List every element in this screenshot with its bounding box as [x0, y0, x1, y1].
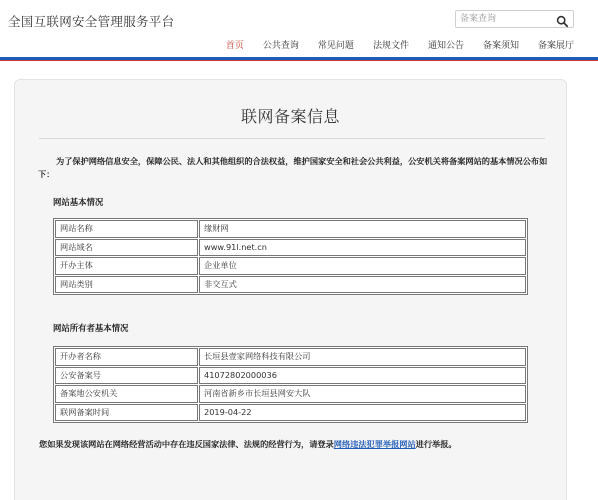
owner-info-table — [53, 346, 528, 423]
main-nav — [207, 38, 574, 51]
table-row — [55, 276, 526, 294]
title-divider — [39, 138, 545, 139]
row-value: 2019-04-22 — [199, 404, 526, 422]
row-value: www.91l.net.cn — [199, 239, 526, 257]
row-value: 长垣县壹家网络科技有限公司 — [199, 348, 526, 366]
report-site-link[interactable]: 网络违法犯罪举报网站 — [333, 439, 416, 449]
section-title-basic: 网站基本情况 — [53, 197, 104, 207]
report-notice — [39, 439, 559, 450]
report-notice-suffix: 进行举报。 — [415, 439, 457, 449]
row-key: 联网备案时间 — [55, 404, 198, 422]
section-title-owner: 网站所有者基本情况 — [53, 323, 129, 333]
row-key: 公安备案号 — [55, 367, 198, 385]
row-value: 缘财网 — [199, 220, 526, 238]
row-key: 开办者名称 — [55, 348, 198, 366]
row-value: 河南省新乡市长垣县网安大队 — [199, 385, 526, 403]
row-value: 非交互式 — [199, 276, 526, 294]
nav-item-filing-guide[interactable]: 备案须知 — [482, 41, 519, 51]
row-key: 备案地公安机关 — [55, 385, 198, 403]
table-row — [55, 239, 526, 257]
nav-item-home[interactable]: 首页 — [225, 41, 244, 51]
search-input[interactable] — [460, 12, 550, 26]
row-key: 网站域名 — [55, 239, 198, 257]
row-key: 网站名称 — [55, 220, 198, 238]
table-row — [55, 257, 526, 275]
site-title: 全国互联网安全管理服务平台 — [8, 14, 175, 29]
row-key: 网站类别 — [55, 276, 198, 294]
row-value: 企业单位 — [199, 257, 526, 275]
page-title: 联网备案信息 — [240, 107, 340, 126]
row-key: 开办主体 — [55, 257, 198, 275]
report-notice-prefix: 您如果发现该网站在网络经营活动中存在违反国家法律、法规的经营行为，请登录 — [39, 439, 334, 449]
nav-item-public-query[interactable]: 公共查询 — [262, 41, 299, 51]
table-row — [55, 385, 526, 403]
filing-info-card — [14, 79, 567, 500]
table-row — [55, 220, 526, 238]
search-box — [455, 10, 574, 28]
basic-info-table — [53, 218, 528, 295]
nav-item-regulations[interactable]: 法规文件 — [372, 41, 409, 51]
row-value: 41072802000036 — [199, 367, 526, 385]
table-row — [55, 404, 526, 422]
search-icon[interactable] — [556, 13, 569, 26]
table-row — [55, 348, 526, 366]
intro-text: 为了保护网络信息安全，保障公民、法人和其他组织的合法权益，维护国家安全和社会公共利益，公安机关将备案网站的基本情况公布如下： — [38, 156, 548, 179]
nav-item-filing-showcase[interactable]: 备案展厅 — [537, 41, 574, 51]
table-row — [55, 367, 526, 385]
nav-item-notices[interactable]: 通知公告 — [427, 41, 464, 51]
nav-divider — [0, 57, 598, 60]
nav-item-faq[interactable]: 常见问题 — [317, 41, 354, 51]
